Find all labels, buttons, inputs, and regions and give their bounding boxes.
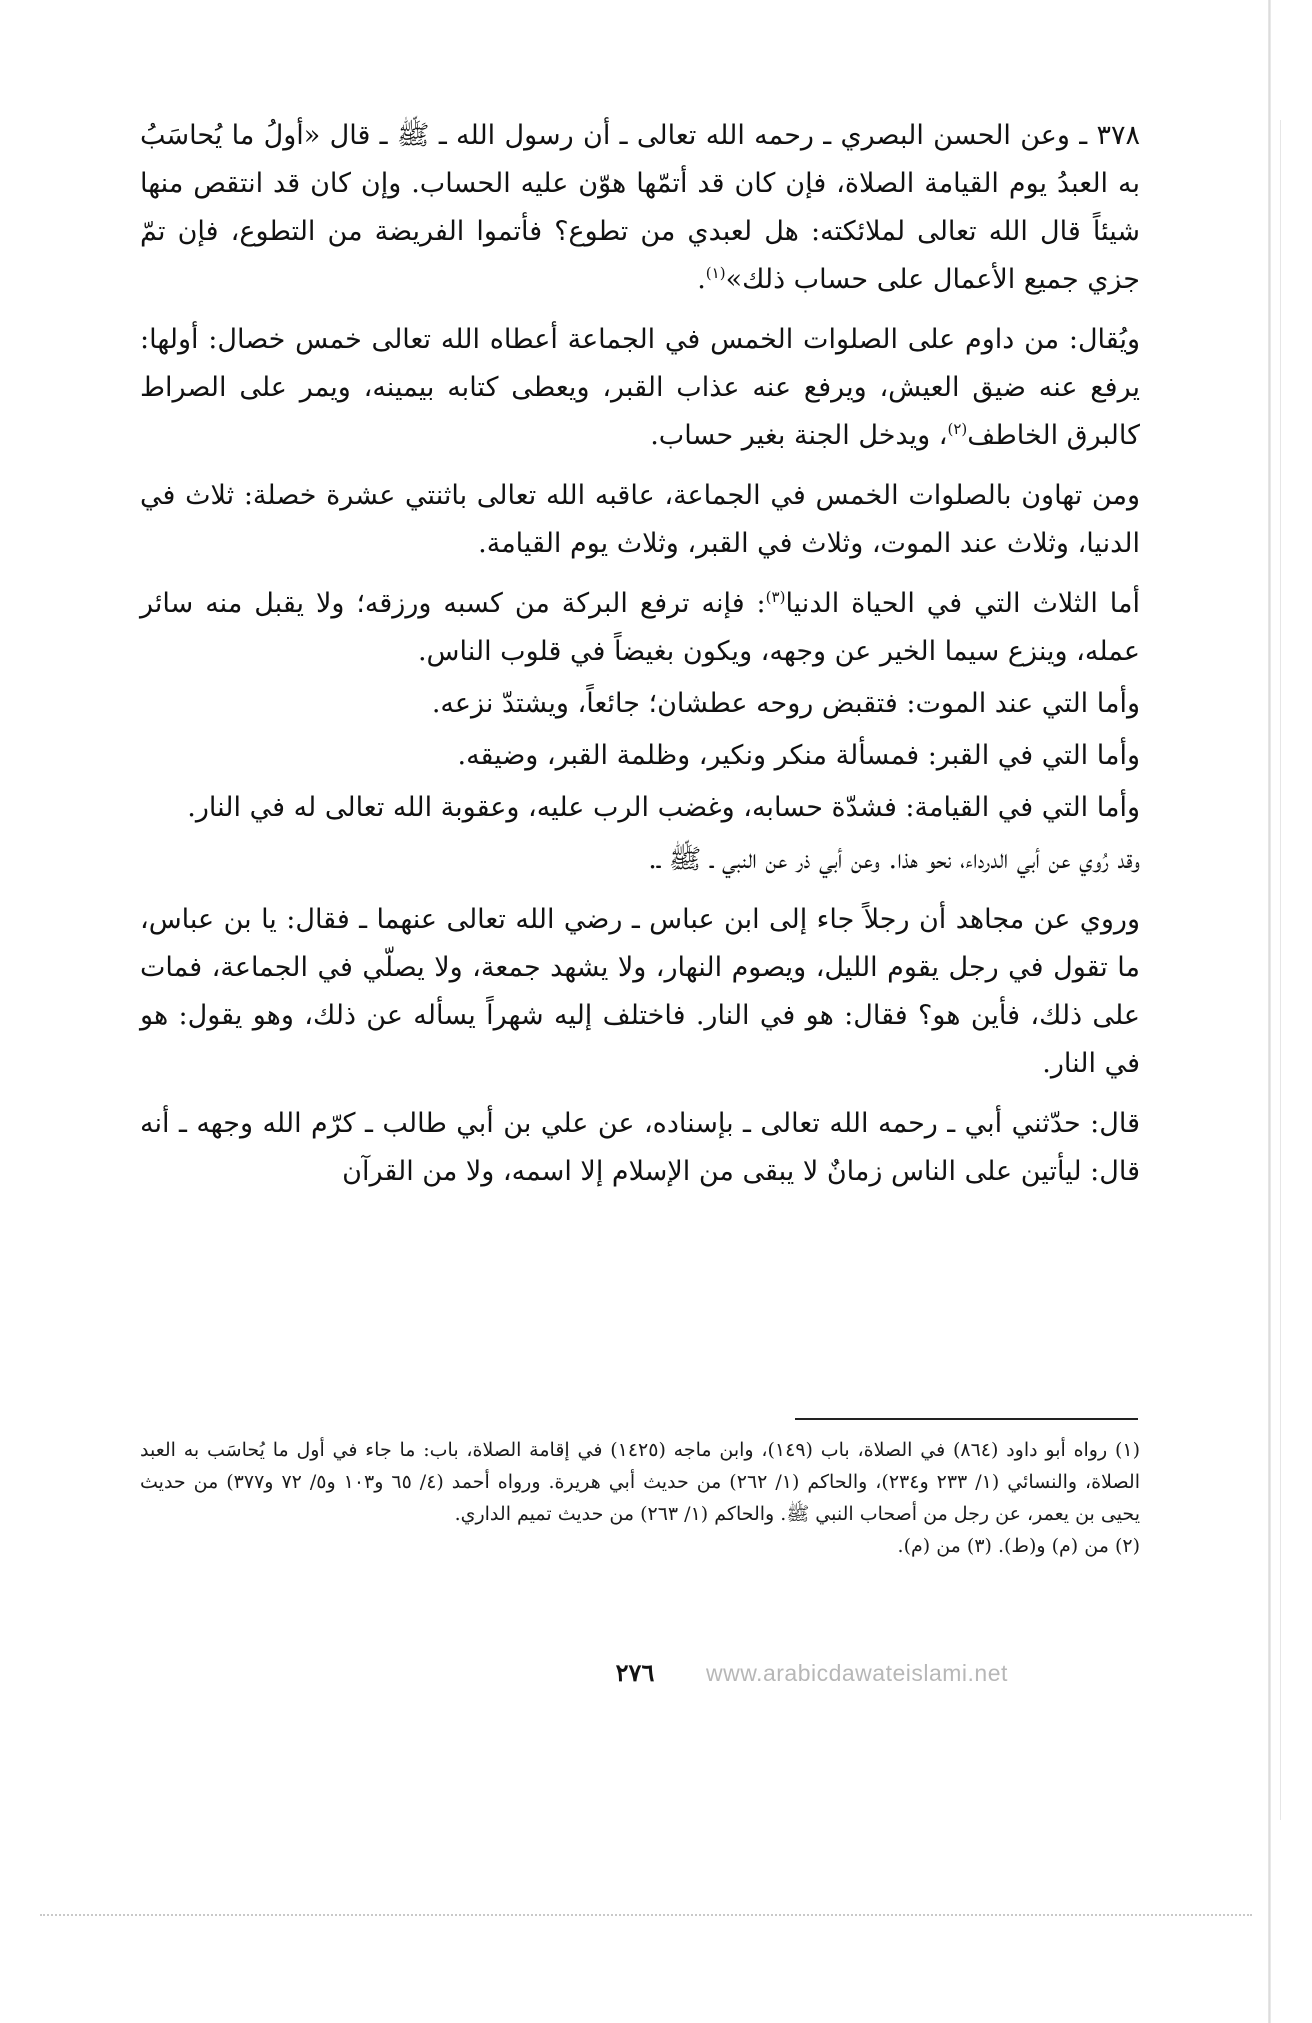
footnote-ref-1: (١) <box>705 264 726 282</box>
paragraph-at-death: وأما التي عند الموت: فتقبض روحه عطشان؛ جائعاً، ويشتدّ نزعه. <box>431 688 1140 719</box>
scan-edge-shadow <box>1268 0 1271 2023</box>
paragraph-twelve-punishments: ومن تهاون بالصلوات الخمس في الجماعة، عاقبه الله تعالى باثنتي عشرة خصلة: ثلاث في الدنيا، وثلاث عند الموت، وثلاث في القبر، وثلاث يوم القيامة. <box>140 480 1140 559</box>
footnote-ref-2: (٢) <box>947 420 968 438</box>
paragraph-ali-report: قال: حدّثني أبي ـ رحمه الله تعالى ـ بإسناده، عن علي بن أبي طالب ـ كرّم الله وجهه ـ أنه قال: ليأتين على الناس زمانٌ لا يبقى من الإسلام إلا اسمه، ولا من القرآن <box>140 1108 1140 1187</box>
watermark: www.arabicdawateislami.net <box>706 1660 1008 1686</box>
footnote-separator <box>795 1418 1138 1420</box>
footnote-1: (١) رواه أبو داود (٨٦٤) في الصلاة، باب (١٤٩)، وابن ماجه (١٤٢٥) في إقامة الصلاة، باب: ما جاء في أول ما يُحاسَب به العبد الصلاة، والنسائي (١/ ٢٣٣ و٢٣٤)، والحاكم (١/ ٢٦٢) من حديث أبي هريرة. ورواه أحمد (٤/ ٦٥ و١٠٣ و٥/ ٧٢ و٣٧٧) من حديث يحيى بن يعمر، عن رجل من أصحاب النبي ﷺ. والحاكم (١/ ٢٦٣) من حديث تميم الداري. <box>140 1439 1141 1525</box>
scan-dots <box>40 1914 1252 1918</box>
paragraph-mujahid-report: وروي عن مجاهد أن رجلاً جاء إلى ابن عباس ـ رضي الله تعالى عنهما ـ فقال: يا بن عباس، ما تقول في رجل يقوم الليل، ويصوم النهار، ولا يشهد جمعة، ولا يصلّي في الجماعة، فمات على ذلك، فأين هو؟ فقال: هو في النار. فاختلف إليه شهراً يسأله عن ذلك، وهو يقول: هو في النار. <box>140 904 1140 1079</box>
footnote-2-3: (٢) من (م) و(ط). (٣) من (م). <box>897 1535 1140 1557</box>
footnotes <box>140 1434 1140 1562</box>
main-text <box>140 112 1140 1208</box>
scan-edge-line <box>1280 120 1281 1820</box>
paragraph-hadith-378: ٣٧٨ ـ وعن الحسن البصري ـ رحمه الله تعالى ـ أن رسول الله ـ ﷺ ـ قال «أولُ ما يُحاسَبُ به العبدُ يوم القيامة الصلاة، فإن كان قد أتمّها هوّن عليه الحساب. وإن كان قد انتقص منها شيئاً قال الله تعالى لملائكته: هل لعبدي من تطوع؟ فأتموا الفريضة من التطوع، فإن تمّ جزي جميع الأعمال على حساب ذلك»$^{(١)}$. <box>140 120 1140 295</box>
page-number: ٢٧٦ <box>615 1658 655 1687</box>
paragraph-worldly-three: أما الثلاث التي في الحياة الدنيا$^{(٣)}$: فإنه ترفع البركة من كسبه ورزقه؛ ولا يقبل منه سائر عمله، وينزع سيما الخير عن وجهه، ويكون بغيضاً في قلوب الناس. <box>140 588 1140 667</box>
paragraph-on-judgment-day: وأما التي في القيامة: فشدّة حسابه، وغضب الرب عليه، وعقوبة الله تعالى له في النار. <box>187 792 1140 823</box>
paragraph-in-grave: وأما التي في القبر: فمسألة منكر ونكير، وظلمة القبر، وضيقه. <box>457 740 1140 771</box>
paragraph-narrations: وقد رُوي عن أبي الدرداء، نحو هذا. وعن أبي ذر عن النبي ـ ﷺ ـ. <box>648 844 1140 875</box>
footnote-ref-3: (٣) <box>765 588 786 606</box>
paragraph-five-rewards: ويُقال: من داوم على الصلوات الخمس في الجماعة أعطاه الله تعالى خمس خصال: أولها: يرفع عنه ضيق العيش، ويرفع عنه عذاب القبر، ويعطى كتابه بيمينه، ويمر على الصراط كالبرق الخاطف$^{(٢)}$، ويدخل الجنة بغير حساب. <box>140 324 1140 451</box>
